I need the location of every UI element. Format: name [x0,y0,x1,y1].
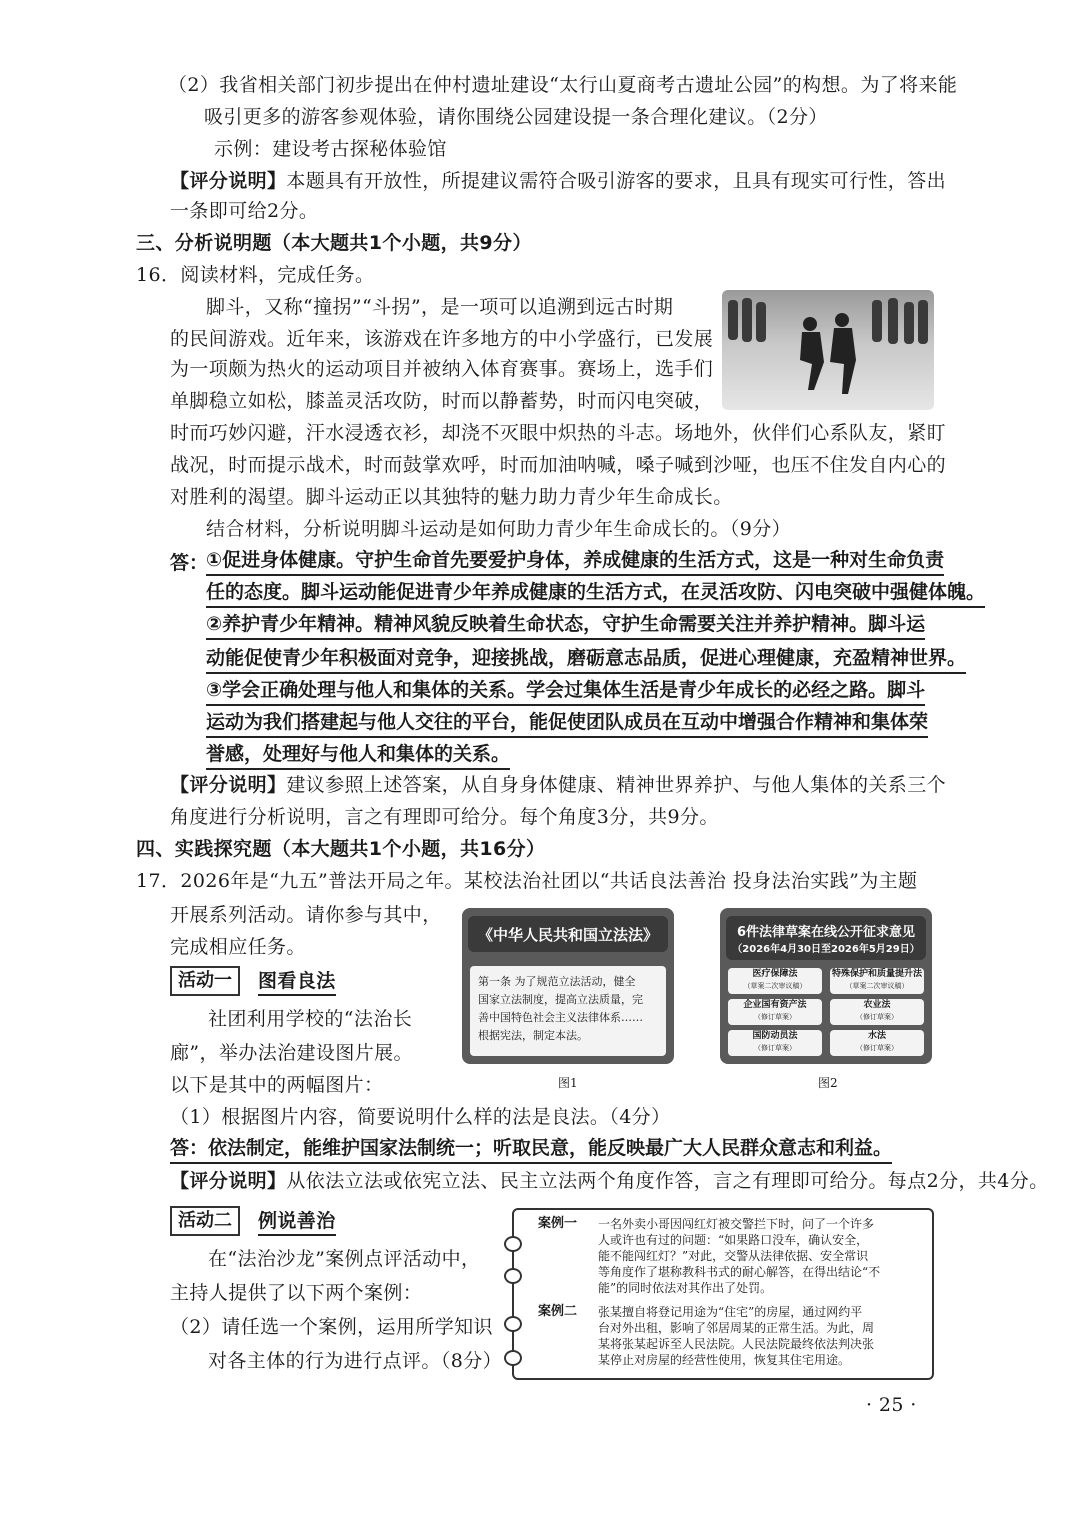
activity-1-title: 图看良法 [258,968,336,996]
q16-para-line: 脚斗，又称“撞拐”“斗拐”，是一项可以追溯到远古时期 [206,296,674,318]
activity-2-text: 在“法治沙龙”案例点评活动中， [208,1248,481,1270]
figure-1-textbox [470,966,666,1056]
case-text-line: 某停止对房屋的经营性使用，恢复其住宅用途。 [598,1353,851,1367]
figure-1-text: 根据宪法，制定本法。 [478,1029,588,1042]
figure-1-title: 《中华人民共和国立法法》 [468,916,668,952]
players-illustration [722,290,934,410]
law-draft-name: 农业法 [863,1000,891,1010]
activity-1-tag: 活动一 [170,966,240,996]
law-draft-name: 特殊保护和质量提升法 [831,969,922,979]
law-draft-card [830,999,924,1025]
law-draft-card [728,1030,822,1056]
q16-note-line2: 角度进行分析说明，言之有理即可给分。每个角度3分，共9分。 [170,806,719,828]
scoring-note-text: 建议参照上述答案，从自身身体健康、精神世界养护、与他人集体的关系三个 [286,774,947,796]
scoring-note-tag: 【评分说明】 [170,170,287,192]
q16-note-line1 [170,772,946,798]
q17-answer-1: 答：依法制定，能维护国家法制统一；听取民意，能反映最广大人民群众意志和利益。 [170,1134,892,1164]
foot-fighting-photo [722,290,934,410]
law-draft-name: 国防动员法 [752,1031,798,1041]
q16-para-line: 对胜利的渴望。脚斗运动正以其独特的魅力助力青少年生命成长。 [170,486,733,508]
binder-ring-icon [504,1316,522,1332]
case-1-tag: 案例一 [538,1216,578,1231]
binder-ring-icon [504,1236,522,1252]
activity-1-text: 以下是其中的两幅图片： [170,1074,384,1096]
case-notebook [512,1208,934,1380]
answer-label: 答： [170,552,209,574]
activity-2-title: 例说善治 [258,1208,336,1236]
q16-answer-line: 任的态度。脚斗运动能促进青少年养成健康的生活方式，在灵活攻防、闪电突破中强健体魄。 [206,578,985,608]
q16-answer-line: ②养护青少年精神。精神风貌反映着生命状态，守护生命需要关注并养护精神。脚斗运 [206,610,925,640]
q16-heading: 16．阅读材料，完成任务。 [136,264,375,286]
law-draft-status: （修订草案） [754,1044,796,1052]
case-text-line: 一名外卖小哥因闯红灯被交警拦下时，问了一个许多 [598,1217,875,1231]
figure-1-text: 第一条 为了规范立法活动，健全 [478,975,636,988]
binder-ring-icon [504,1268,522,1284]
figure-1-caption: 图1 [558,1076,578,1090]
figure-2-draft-laws [720,908,932,1064]
figure-2-title: 6件法律草案在线公开征求意见 [736,925,916,940]
q16-answer-line: 动能促使青少年积极面对竞争，迎接挑战，磨砺意志品质，促进心理健康，充盈精神世界。 [206,644,966,674]
q17-line2: 开展系列活动。请你参与其中， [170,904,442,926]
q16-answer-line: ③学会正确处理与他人和集体的关系。学会过集体生活是青少年成长的必经之路。脚斗 [206,676,925,706]
q16-para-line: 单脚稳立如松，膝盖灵活攻防，时而以静蓄势，时而闪电突破， [170,390,714,412]
binder-ring-icon [504,1350,522,1366]
q15-2-note-line1 [170,168,946,194]
case-text-line: 人或许也有过的问题：“如果路口没车，确认安全， [598,1233,869,1247]
figure-2-caption: 图2 [818,1076,838,1090]
activity-1-text: 社团利用学校的“法治长 [208,1008,413,1030]
figure-1-text: 国家立法制度，提高立法质量，完 [478,993,643,1006]
activity-2-text: 主持人提供了以下两个案例： [170,1282,423,1304]
q17-line3: 完成相应任务。 [170,936,306,958]
figure-2-subtitle: （2026年4月30日至2026年5月29日） [732,944,920,955]
law-draft-name: 企业国有资产法 [743,1000,807,1010]
q16-answer-line: 誉感，处理好与他人和集体的关系。 [206,740,510,770]
q17-note [170,1168,1049,1194]
q16-task: 结合材料，分析说明脚斗运动是如何助力青少年生命成长的。（9分） [206,518,791,540]
law-draft-card [728,999,822,1025]
q17-sub2-line2: 对各主体的行为进行点评。（8分） [208,1350,502,1372]
page-number: · 25 · [866,1394,917,1416]
q15-2-example: 示例：建设考古探秘体验馆 [214,138,447,160]
figure-1-text: 善中国特色社会主义法律体系…… [478,1011,643,1024]
figure-2-header [726,916,926,960]
q17-sub1: （1）根据图片内容，简要说明什么样的法是良法。（4分） [170,1106,671,1128]
law-draft-card [728,968,822,994]
law-draft-status: （修订草案） [754,1013,796,1021]
figure-1-legislation-law [462,908,674,1064]
case-text-line: 某将张某起诉至人民法院。人民法院最终依法判决张 [598,1337,875,1351]
scoring-note-text: 本题具有开放性，所提建议需符合吸引游客的要求，且具有现实可行性，答出 [286,170,947,192]
case-text-line: 台对外出租，影响了邻居周某的正常生活。为此，周 [598,1321,875,1335]
q15-2-note-line2: 一条即可给2分。 [170,200,319,222]
case-text-line: 等角度作了堪称教科书式的耐心解答，在得出结论“不 [598,1265,881,1279]
q16-para-line: 战况，时而提示战术，时而鼓掌欢呼，时而加油呐喊，嗓子喊到沙哑，也压不住发自内心的 [170,454,947,476]
law-draft-card [830,1030,924,1056]
q15-2-line2: 吸引更多的游客参观体验，请你围绕公园建设提一条合理化建议。（2分） [204,106,828,128]
q16-para-line: 为一项颇为热火的运动项目并被纳入体育赛事。赛场上，选手们 [170,358,714,380]
scoring-note-tag: 【评分说明】 [170,774,287,796]
q16-para-line: 的民间游戏。近年来，该游戏在许多地方的中小学盛行，已发展 [170,328,714,350]
law-draft-name: 医疗保障法 [752,969,798,979]
q16-answer-line: 运动为我们搭建起与他人交往的平台，能促使团队成员在互动中增强合作精神和集体荣 [206,708,928,738]
case-2-tag: 案例二 [538,1304,578,1319]
scoring-note-text: 从依法立法或依宪立法、民主立法两个角度作答，言之有理即可给分。每点2分，共4分。 [286,1170,1049,1192]
law-draft-status: （修订草案） [856,1013,898,1021]
law-draft-status: （草案二次审议稿） [743,982,807,990]
law-draft-name: 水法 [867,1031,886,1041]
activity-2-tag: 活动二 [170,1206,240,1236]
case-text-line: 能不能闯红灯？”对此，交警从法律依据、安全常识 [598,1249,869,1263]
scoring-note-tag: 【评分说明】 [170,1170,287,1192]
case-text-line: 张某擅自将登记用途为“住宅”的房屋，通过网约平 [598,1305,863,1319]
section-3-heading: 三、分析说明题（本大题共1个小题，共9分） [136,232,532,254]
law-draft-status: （修订草案） [856,1044,898,1052]
q17-sub2-line1: （2）请任选一个案例，运用所学知识 [170,1316,493,1338]
case-text-line: 能”的同时依法对其作出了处罚。 [598,1281,773,1295]
activity-1-text: 廊”，举办法治建设图片展。 [170,1042,413,1064]
q17-line1: 17．2026年是“九五”普法开局之年。某校法治社团以“共话良法善治 投身法治实践”为主题 [136,870,918,892]
law-draft-status: （草案二次审议稿） [845,982,909,990]
section-4-heading: 四、实践探究题（本大题共1个小题，共16分） [136,838,546,860]
q16-answer-line: ①促进身体健康。守护生命首先要爱护身体，养成健康的生活方式，这是一种对生命负责 [206,546,944,576]
law-draft-card [830,968,924,994]
q15-2-line1: （2）我省相关部门初步提出在仲村遗址建设“太行山夏商考古遗址公园”的构想。为了将来能 [168,74,958,96]
q16-para-line: 时而巧妙闪避，汗水浸透衣衫，却浇不灭眼中炽热的斗志。场地外，伙伴们心系队友，紧盯 [170,422,947,444]
